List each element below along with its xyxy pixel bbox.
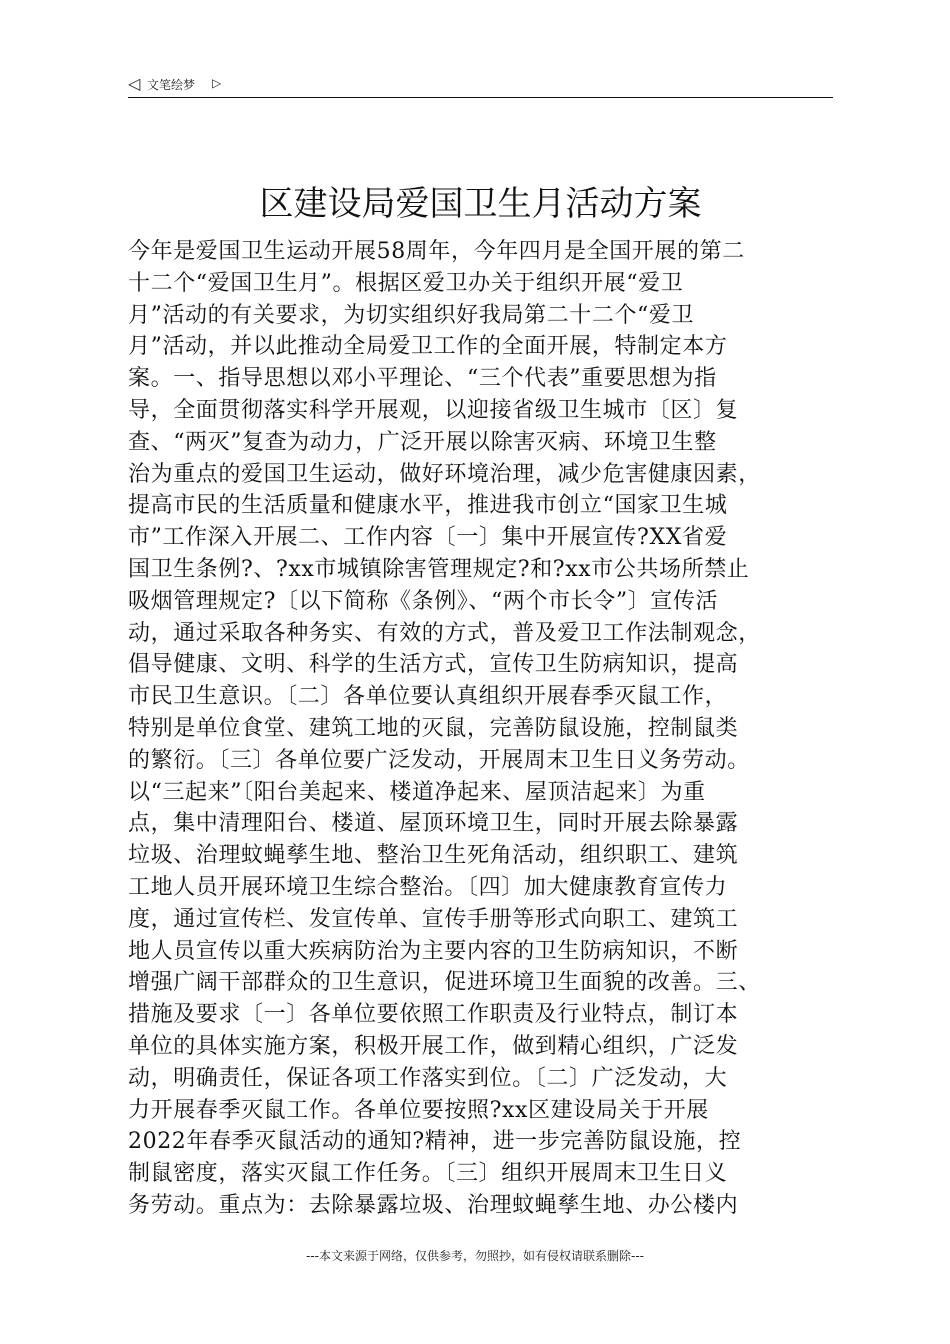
body-line: 工地人员开展环境卫生综合整治。〔四〕加大健康教育宣传力 [128,874,728,900]
body-line: 今年是爱国卫生运动开展58周年，今年四月是全国开展的第二 [128,239,745,264]
body-line: 提高市民的生活质量和健康水平，推进我市创立“国家卫生城 [128,493,728,519]
body-line: 市民卫生意识。〔二〕各单位要认真组织开展春季灭鼠工作， [128,684,728,710]
body-line: 的繁衍。〔三〕各单位要广泛发动，开展周末卫生日义务劳动。 [128,747,750,773]
body-line: 2022年春季灭鼠活动的通知?精神，进一步完善防鼠设施，控 [128,1129,742,1155]
body-line: 国卫生条例?、?xx市城镇除害管理规定?和?xx市公共场所禁止 [128,556,750,582]
header-divider [128,97,833,98]
body-line: 务劳动。重点为：去除暴露垃圾、治理蚊蝇孳生地、办公楼内 [128,1192,739,1218]
page-header [128,74,833,96]
right-triangle-icon: ▷ [212,76,222,90]
body-line: 查、“两灭”复查为动力，广泛开展以除害灭病、环境卫生整 [128,429,717,455]
header-brand: 文笔绘梦 [147,78,196,92]
body-line: 十二个“爱国卫生月”。根据区爱卫办关于组织开展“爱卫 [128,270,684,296]
document-title: 区建设局爱国卫生月活动方案 [259,184,702,224]
body-line: 治为重点的爱国卫生运动，做好环境治理，减少危害健康因素， [128,461,761,487]
page-footer: ---本文来源于网络，仅供参考，勿照抄，如有侵权请联系删除--- [306,1249,644,1263]
body-line: 制鼠密度，落实灭鼠工作任务。〔三〕组织开展周末卫生日义 [128,1161,728,1187]
body-line: 增强广阔干部群众的卫生意识，促进环境卫生面貌的改善。三、 [128,970,761,996]
body-line: 垃圾、治理蚊蝇孳生地、整治卫生死角活动，组织职工、建筑 [128,843,739,869]
body-line: 月”活动的有关要求，为切实组织好我局第二十二个“爱卫 [128,302,695,328]
document-body [128,236,838,1222]
body-line: 以“三起来”〔阳台美起来、楼道净起来、屋顶洁起来〕为重 [128,779,706,805]
body-line: 案。一、指导思想以邓小平理论、“三个代表”重要思想为指 [128,366,717,392]
body-line: 动，通过采取各种务实、有效的方式，普及爱卫工作法制观念， [128,620,761,646]
body-line: 单位的具体实施方案，积极开展工作，做到精心组织，广泛发 [128,1033,739,1059]
body-line: 特别是单位食堂、建筑工地的灭鼠，完善防鼠设施，控制鼠类 [128,715,739,741]
body-line: 点，集中清理阳台、楼道、屋顶环境卫生，同时开展去除暴露 [128,811,739,837]
body-line: 倡导健康、文明、科学的生活方式，宣传卫生防病知识，提高 [128,652,739,678]
body-line: 吸烟管理规定?〔以下简称《条例》、“两个市长令”〕宣传活 [128,588,719,614]
left-triangle-icon: ◁ [128,74,141,93]
body-line: 市”工作深入开展二、工作内容〔一〕集中开展宣传?XX省爱 [128,525,728,551]
body-line: 措施及要求〔一〕各单位要依照工作职责及行业特点，制订本 [128,1002,739,1028]
body-line: 月”活动，并以此推动全局爱卫工作的全面开展，特制定本方 [128,334,728,360]
body-line: 导，全面贯彻落实科学开展观，以迎接省级卫生城市〔区〕复 [128,397,739,423]
body-line: 地人员宣传以重大疾病防治为主要内容的卫生防病知识，不断 [128,938,739,964]
body-line: 动，明确责任，保证各项工作落实到位。〔二〕广泛发动，大 [128,1065,728,1091]
body-line: 度，通过宣传栏、发宣传单、宣传手册等形式向职工、建筑工 [128,906,739,932]
body-line: 力开展春季灭鼠工作。各单位要按照?xx区建设局关于开展 [128,1097,709,1123]
